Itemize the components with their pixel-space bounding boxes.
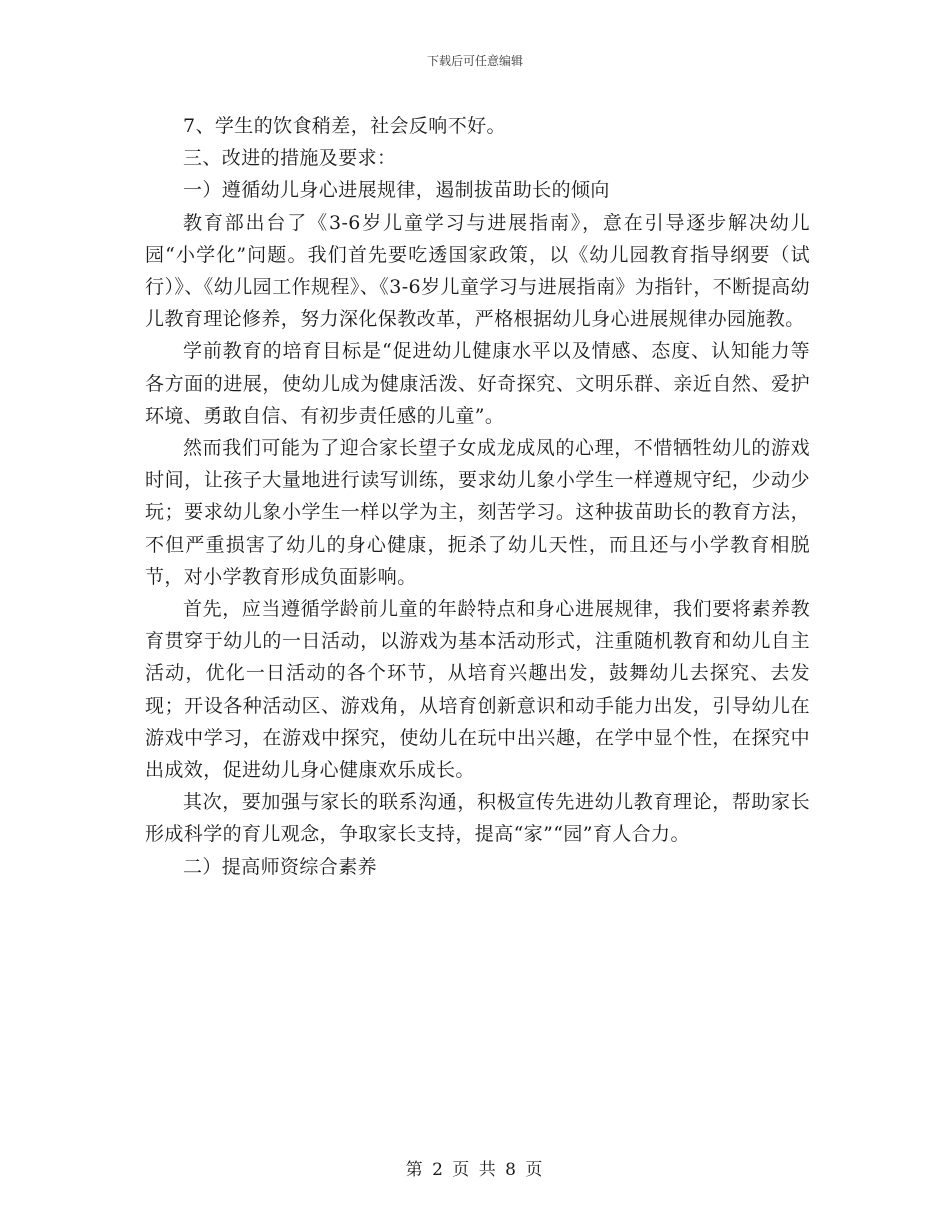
body-paragraph: 然而我们可能为了迎合家长望子女成龙成凤的心理，不惜牺牲幼儿的游戏时间，让孩子大量地进行读写训练，要求幼儿象小学生一样遵规守纪，少动少玩；要求幼儿象小学生一样以学为主，刻苦学习。这种拔苗助长的教育方法，不但严重损害了幼儿的身心健康，扼杀了幼儿天性，而且还与小学教育相脱节，对小学教育形成负面影响。 bbox=[145, 437, 810, 588]
section-heading-3: 三、改进的措施及要求： bbox=[183, 147, 397, 170]
page-header: 下载后可任意编辑 bbox=[426, 54, 523, 68]
document-body bbox=[145, 110, 810, 883]
subsection-heading-1: 一）遵循幼儿身心进展规律，遏制拔苗助长的倾向 bbox=[183, 179, 610, 202]
body-paragraph: 教育部出台了《3-6岁儿童学习与进展指南》，意在引导逐步解决幼儿园“小学化”问题。我们首先要吃透国家政策，以《幼儿园教育指导纲要（试行）》、《幼儿园工作规程》、《3-6岁儿童学习与进展指南》为指针，不断提高幼儿教育理论修养，努力深化保教改革，严格根据幼儿身心进展规律办园施教。 bbox=[145, 211, 810, 331]
body-paragraph: 首先，应当遵循学龄前儿童的年龄特点和身心进展规律，我们要将素养教育贯穿于幼儿的一日活动，以游戏为基本活动形式，注重随机教育和幼儿自主活动，优化一日活动的各个环节，从培育兴趣出发，鼓舞幼儿去探究、去发现；开设各种活动区、游戏角，从培育创新意识和动手能力出发，引导幼儿在游戏中学习，在游戏中探究，使幼儿在玩中出兴趣，在学中显个性，在探究中出成效，促进幼儿身心健康欢乐成长。 bbox=[145, 598, 810, 782]
subsection-heading-2: 二）提高师资综合素养 bbox=[183, 855, 378, 878]
page-number: 第 2 页 共 8 页 bbox=[405, 1160, 545, 1180]
body-paragraph: 其次，要加强与家长的联系沟通，积极宣传先进幼儿教育理论，帮助家长形成科学的育儿观念，争取家长支持，提高“家”“园”育人合力。 bbox=[145, 791, 810, 846]
list-item-7: 7、学生的饮食稍差，社会反响不好。 bbox=[183, 115, 506, 137]
body-paragraph: 学前教育的培育目标是“促进幼儿健康水平以及情感、态度、认知能力等各方面的进展，使幼儿成为健康活泼、好奇探究、文明乐群、亲近自然、爱护环境、勇敢自信、有初步责任感的儿童”。 bbox=[145, 340, 810, 427]
